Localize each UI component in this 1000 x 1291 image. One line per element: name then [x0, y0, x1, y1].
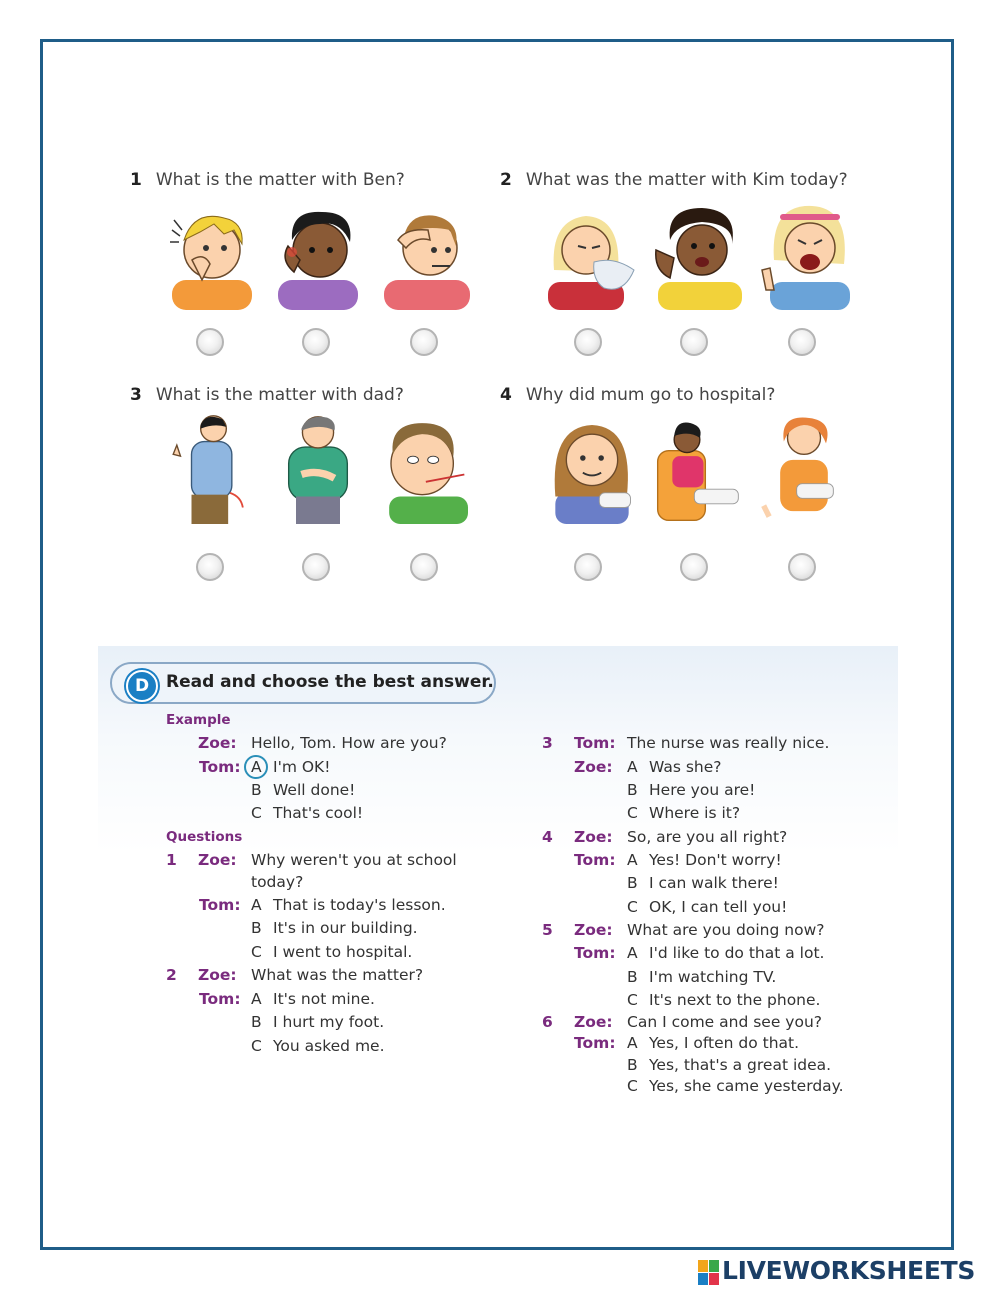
d-q1-line2: today? [251, 873, 304, 891]
d-q2-reply-speaker: Tom: [199, 990, 241, 1008]
q1-picture-b [270, 200, 366, 310]
d-q5-opt-b-letter: B [627, 968, 638, 986]
d-q6-opt-b-text: Yes, that's a great idea. [649, 1056, 832, 1074]
d-q3-reply-speaker: Zoe: [574, 758, 613, 776]
d-q5-reply-speaker: Tom: [574, 944, 616, 962]
example-opt-c-text: That's cool! [273, 804, 364, 822]
q3-option-b-radio[interactable] [302, 553, 330, 581]
q3-picture-c [376, 414, 472, 524]
d-q1-opt-c-text: I went to hospital. [273, 943, 413, 961]
d-q4-number: 4 [542, 828, 553, 846]
d-q2-opt-a-text: It's not mine. [273, 990, 375, 1008]
q3-option-a-radio[interactable] [196, 553, 224, 581]
q1-option-c-radio[interactable] [410, 328, 438, 356]
d-q4-opt-b-letter: B [627, 874, 638, 892]
example-opt-b-letter: B [251, 781, 262, 799]
d-q5-line1: What are you doing now? [627, 921, 825, 939]
d-q5-number: 5 [542, 921, 553, 939]
d-q4-speaker: Zoe: [574, 828, 613, 846]
d-q4-opt-c-text: OK, I can tell you! [649, 898, 788, 916]
liveworksheets-logo-text: LIVEWORKSHEETS [722, 1256, 976, 1285]
part-d-badge: D [126, 670, 158, 702]
example-opt-a-text: I'm OK! [273, 758, 331, 776]
d-q3-opt-a-letter: A [627, 758, 638, 776]
d-q5-opt-c-letter: C [627, 991, 638, 1009]
d-q6-opt-a-text: Yes, I often do that. [649, 1034, 800, 1052]
question-3-title: 3 What is the matter with dad? [130, 385, 404, 405]
d-q2-opt-c-letter: C [251, 1037, 262, 1055]
d-q6-speaker: Zoe: [574, 1013, 613, 1031]
q2-picture-b [650, 200, 746, 310]
d-q3-number: 3 [542, 734, 553, 752]
q3-option-c-radio[interactable] [410, 553, 438, 581]
d-q2-opt-b-letter: B [251, 1013, 262, 1031]
d-q3-opt-a-text: Was she? [649, 758, 722, 776]
q4-option-c-radio[interactable] [788, 553, 816, 581]
d-q5-opt-c-text: It's next to the phone. [649, 991, 821, 1009]
d-q2-line1: What was the matter? [251, 966, 424, 984]
d-q2-opt-b-text: I hurt my foot. [273, 1013, 385, 1031]
d-q5-speaker: Zoe: [574, 921, 613, 939]
question-1-title: 1 What is the matter with Ben? [130, 170, 405, 190]
d-q1-opt-b-letter: B [251, 919, 262, 937]
d-q4-reply-speaker: Tom: [574, 851, 616, 869]
d-q2-speaker: Zoe: [198, 966, 237, 984]
example-opt-c-letter: C [251, 804, 262, 822]
example-speaker-tom: Tom: [199, 758, 241, 776]
d-q6-number: 6 [542, 1013, 553, 1031]
d-q5-opt-a-letter: A [627, 944, 638, 962]
example-opt-b-text: Well done! [273, 781, 356, 799]
q2-picture-c [756, 200, 852, 310]
d-q3-opt-b-text: Here you are! [649, 781, 756, 799]
d-q1-opt-a-text: That is today's lesson. [273, 896, 446, 914]
d-q6-opt-c-letter: C [627, 1077, 638, 1095]
d-q6-opt-b-letter: B [627, 1056, 638, 1074]
d-q2-opt-c-text: You asked me. [273, 1037, 385, 1055]
d-q5-opt-a-text: I'd like to do that a lot. [649, 944, 825, 962]
d-q3-speaker: Tom: [574, 734, 616, 752]
example-label: Example [166, 712, 231, 728]
q1-picture-c [376, 200, 472, 310]
example-speaker-zoe: Zoe: [198, 734, 237, 752]
question-4-title: 4 Why did mum go to hospital? [500, 385, 776, 405]
d-q4-opt-c-letter: C [627, 898, 638, 916]
d-q4-opt-a-text: Yes! Don't worry! [649, 851, 782, 869]
d-q1-line1: Why weren't you at school [251, 851, 457, 869]
liveworksheets-logo-icon [698, 1258, 720, 1288]
d-q1-number: 1 [166, 851, 177, 869]
d-q5-opt-b-text: I'm watching TV. [649, 968, 777, 986]
q2-picture-a [544, 200, 640, 310]
q4-picture-b [650, 414, 746, 524]
example-zoe-line: Hello, Tom. How are you? [251, 734, 447, 752]
d-q6-opt-c-text: Yes, she came yesterday. [649, 1077, 844, 1095]
q1-option-a-radio[interactable] [196, 328, 224, 356]
d-q3-opt-b-letter: B [627, 781, 638, 799]
q4-option-b-radio[interactable] [680, 553, 708, 581]
q2-option-a-radio[interactable] [574, 328, 602, 356]
question-2-title: 2 What was the matter with Kim today? [500, 170, 848, 190]
d-q1-opt-b-text: It's in our building. [273, 919, 418, 937]
q3-picture-a [160, 414, 256, 524]
q1-picture-a [164, 200, 260, 310]
d-q6-opt-a-letter: A [627, 1034, 638, 1052]
d-q2-number: 2 [166, 966, 177, 984]
d-q1-opt-c-letter: C [251, 943, 262, 961]
q2-option-c-radio[interactable] [788, 328, 816, 356]
q4-picture-a [544, 414, 640, 524]
d-q4-opt-a-letter: A [627, 851, 638, 869]
q4-option-a-radio[interactable] [574, 553, 602, 581]
q3-picture-b [270, 414, 366, 524]
d-q4-line1: So, are you all right? [627, 828, 788, 846]
example-opt-a-letter: A [251, 758, 262, 776]
q2-option-b-radio[interactable] [680, 328, 708, 356]
d-q2-opt-a-letter: A [251, 990, 262, 1008]
d-q3-opt-c-text: Where is it? [649, 804, 741, 822]
q4-picture-c [756, 414, 852, 524]
d-q6-line1: Can I come and see you? [627, 1013, 823, 1031]
d-q3-opt-c-letter: C [627, 804, 638, 822]
questions-label: Questions [166, 829, 243, 845]
d-q6-reply-speaker: Tom: [574, 1034, 616, 1052]
d-q4-opt-b-text: I can walk there! [649, 874, 779, 892]
d-q1-speaker: Zoe: [198, 851, 237, 869]
d-q1-opt-a-letter: A [251, 896, 262, 914]
d-q3-line1: The nurse was really nice. [627, 734, 830, 752]
part-d-title: Read and choose the best answer. [166, 672, 494, 692]
d-q1-reply-speaker: Tom: [199, 896, 241, 914]
q1-option-b-radio[interactable] [302, 328, 330, 356]
